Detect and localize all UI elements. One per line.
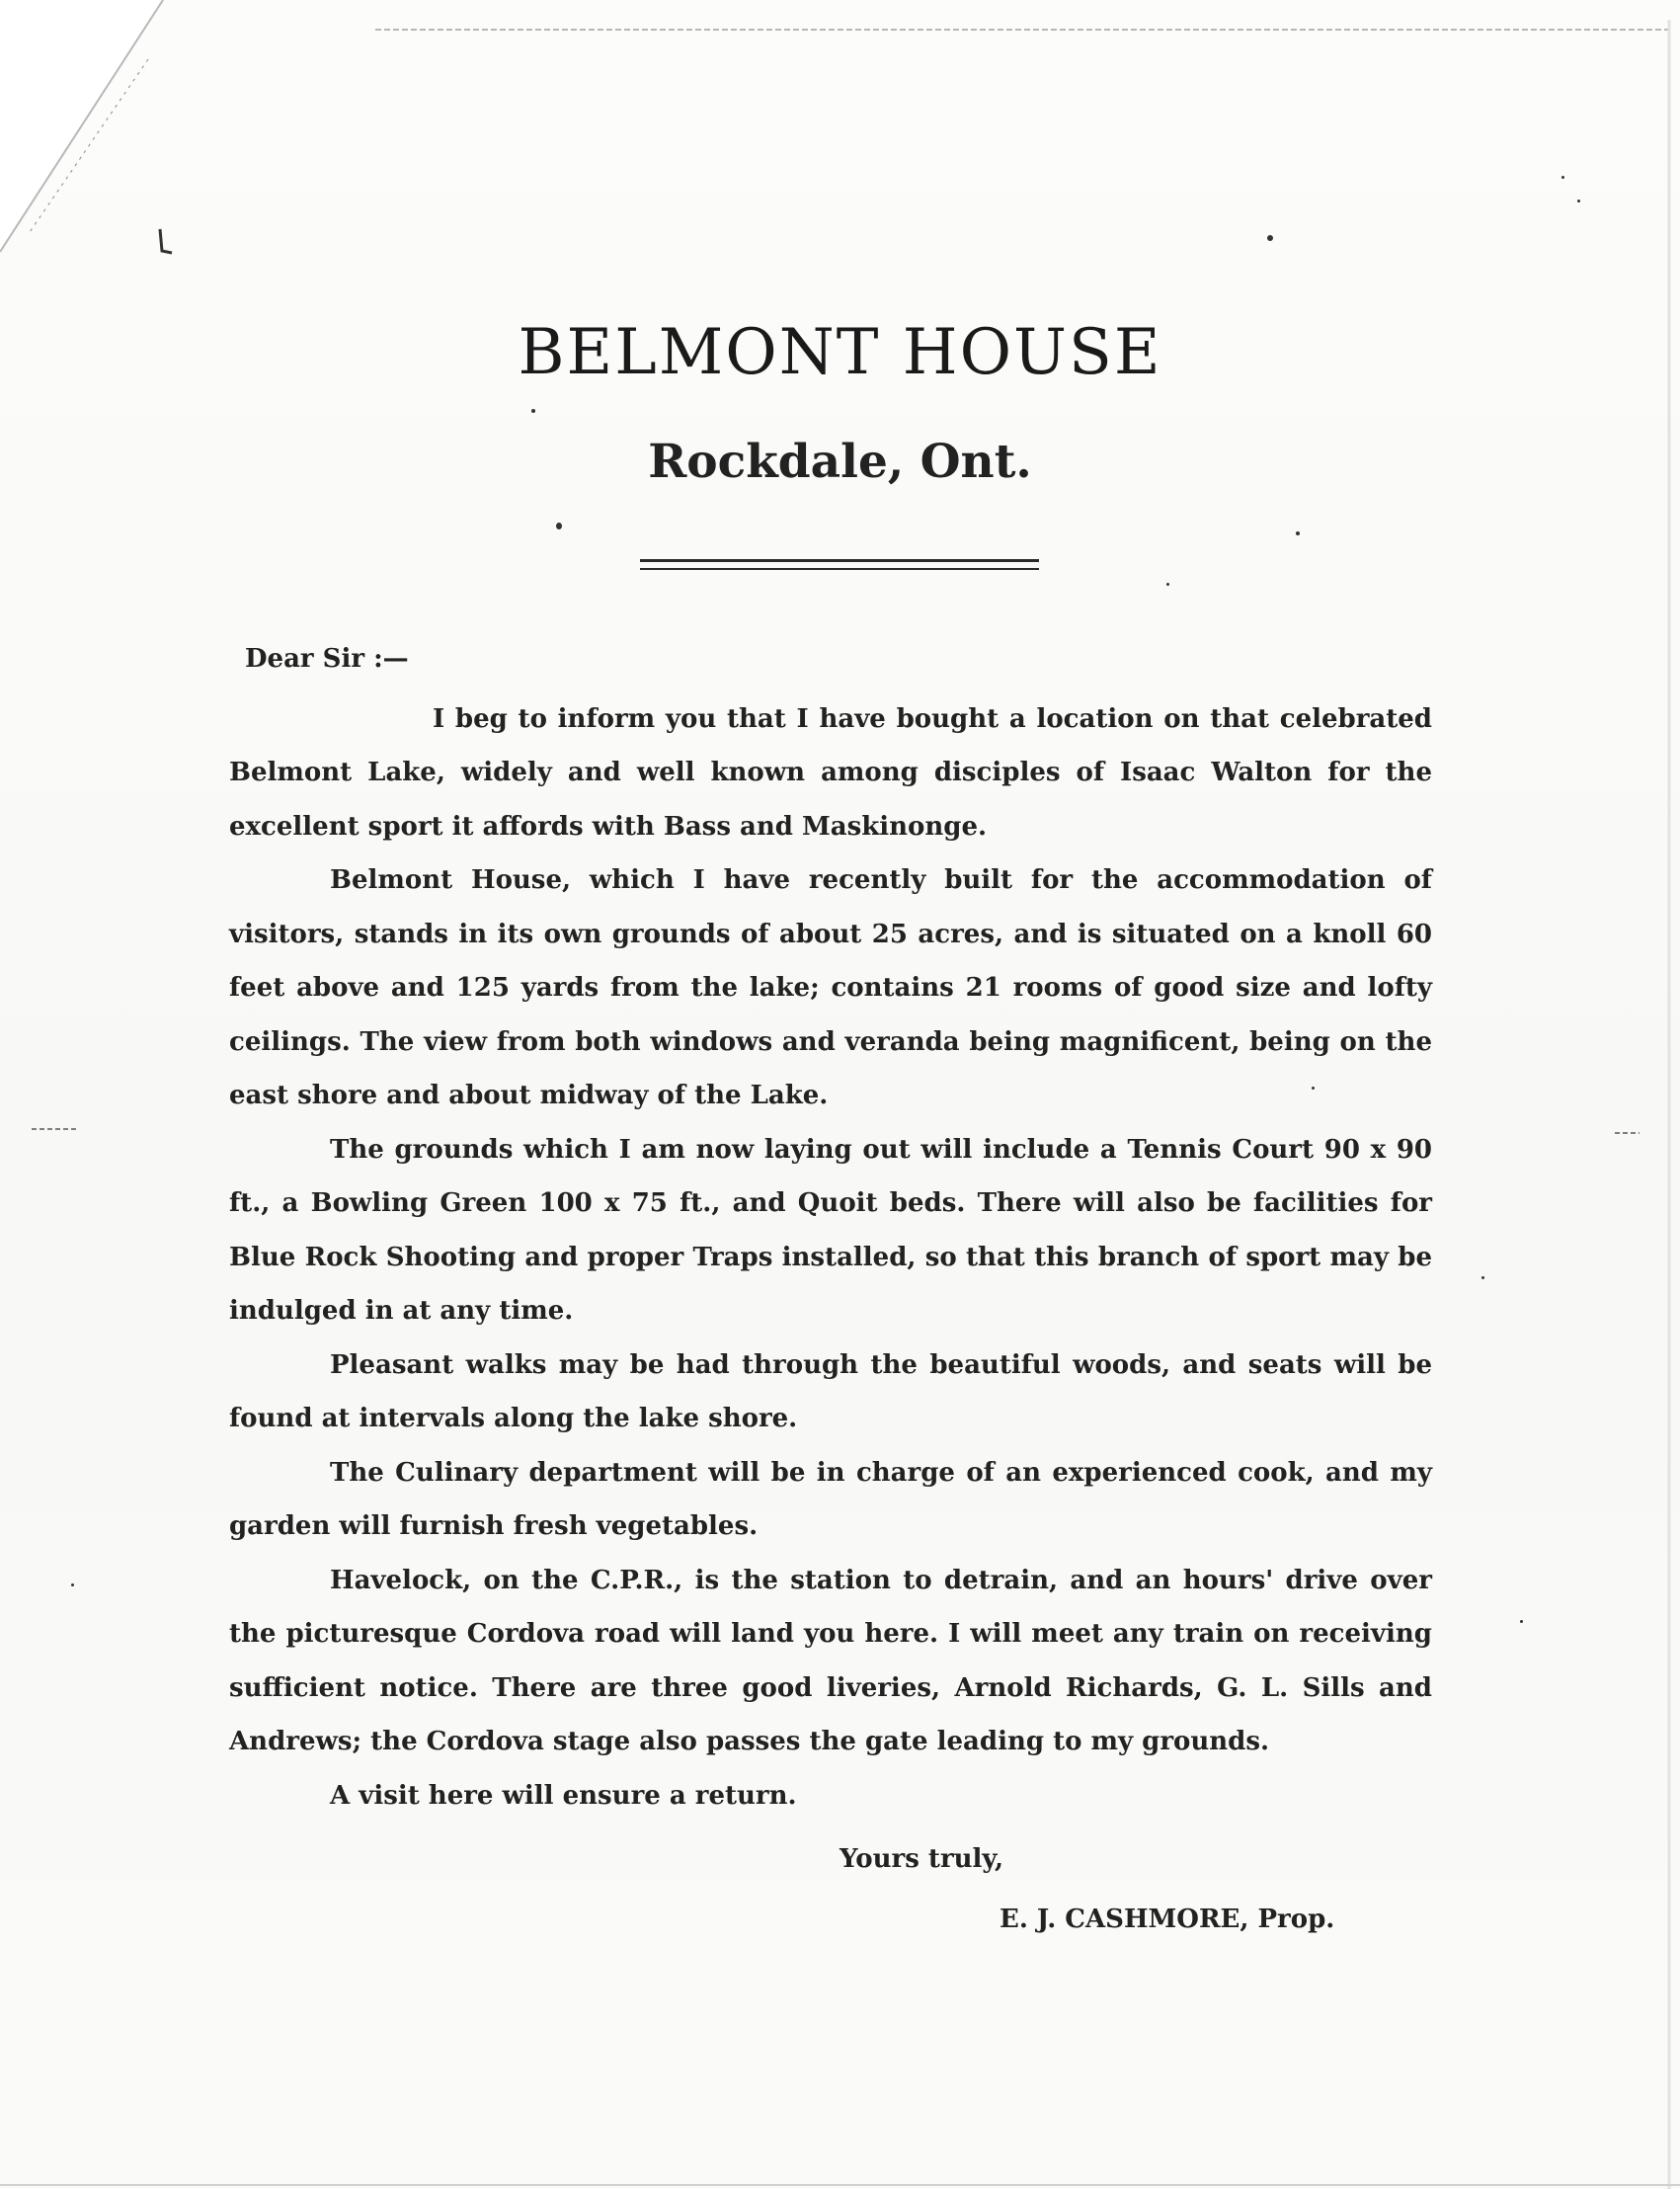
speck xyxy=(1561,176,1564,179)
speck xyxy=(1296,531,1300,535)
signature: E. J. CASHMORE, Prop. xyxy=(1000,1904,1335,1934)
paragraph: Havelock, on the C.P.R., is the station to detrain, and an hours' drive over the picturesque Cordova road will land you here. I will meet any train on receiving sufficient notice. There are three good liveries, Arnold Richards, G. L. Sills and Andrews; the Cordova stage also passes the gate leading to my grounds. xyxy=(229,1565,1432,1756)
speck xyxy=(556,523,562,529)
double-rule-top xyxy=(640,559,1039,562)
speck xyxy=(1577,200,1580,203)
speck xyxy=(1166,583,1169,586)
speck xyxy=(1481,1276,1484,1279)
speck xyxy=(71,1583,74,1586)
double-rule-bottom xyxy=(640,568,1039,570)
speck xyxy=(1520,1620,1523,1623)
closing-line: A visit here will ensure a return. xyxy=(330,1780,797,1811)
valediction: Yours truly, xyxy=(840,1844,1004,1874)
paragraph: The Culinary department will be in charge of an experienced cook, and my garden will furnish fresh vegetables. xyxy=(229,1457,1432,1541)
paragraph: Belmont House, which I have recently built for the accommodation of visitors, stands in its own grounds of about 25 acres, and is situated on a knoll 60 feet above and 125 yards from the lake; contains 21 rooms of good size and lofty ceilings. The view from both windows and veranda being magnificent, being on the east shore and about midway of the Lake. xyxy=(229,865,1432,1110)
paragraph: I beg to inform you that I have bought a location on that celebrated Belmont Lake, widely and well known among disciples of Isaac Walton for the excellent sport it affords with Bass and Maskinonge. xyxy=(229,703,1432,842)
paragraph: Pleasant walks may be had through the beautiful woods, and seats will be found at intervals along the lake shore. xyxy=(229,1349,1432,1433)
salutation: Dear Sir :— xyxy=(245,644,409,674)
letterhead-location: Rockdale, Ont. xyxy=(648,435,1032,489)
letter-body xyxy=(229,632,1432,1946)
letterhead-title: BELMONT HOUSE xyxy=(518,316,1162,389)
paragraph: The grounds which I am now laying out will include a Tennis Court 90 x 90 ft., a Bowling Green 100 x 75 ft., and Quoit beds. There will also be facilities for Blue Rock Shooting and proper Traps installed, so that this branch of sport may be indulged in at any time. xyxy=(229,1134,1432,1326)
speck xyxy=(531,409,535,413)
speck xyxy=(1267,235,1273,241)
